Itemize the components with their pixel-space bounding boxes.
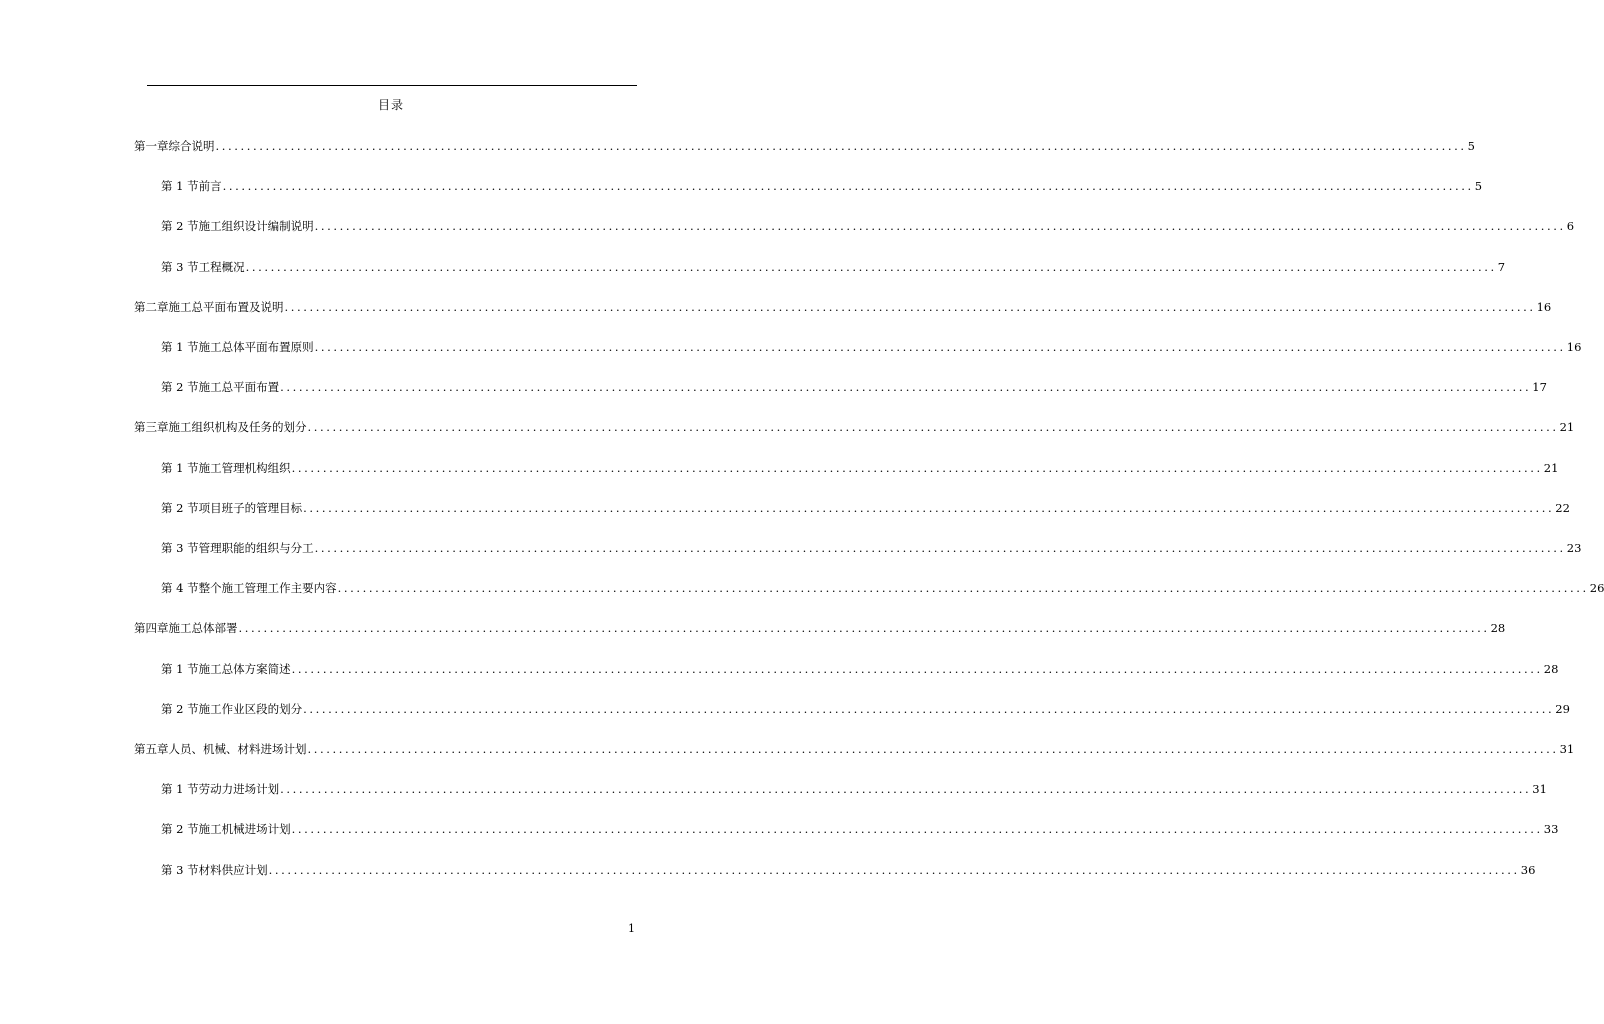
toc-entry-page: 28: [1543, 662, 1559, 676]
toc-chapter-entry[interactable]: [134, 620, 1506, 636]
toc-entry-number: 第 2 节: [161, 822, 199, 836]
toc-leader-dots: ........................................................................................................................................................................................................: [280, 380, 1532, 394]
toc-entry-page: 33: [1543, 822, 1559, 836]
toc-entry-number: 第 2 节: [161, 501, 199, 515]
toc-entry-title: 项目班子的管理目标: [198, 501, 303, 515]
toc-leader-dots: ........................................................................................................................................................................................................: [307, 420, 1559, 434]
toc-entry-title: 管理职能的组织与分工: [198, 541, 314, 555]
toc-entry-page: 28: [1490, 621, 1506, 635]
toc-entry-number: 第 2 节: [161, 380, 199, 394]
toc-leader-dots: ........................................................................................................................................................................................................: [245, 260, 1497, 274]
toc-leader-dots: ........................................................................................................................................................................................................: [314, 541, 1566, 555]
toc-entry-title: 施工总体部署: [168, 621, 238, 635]
toc-entry-page: 31: [1532, 782, 1547, 796]
toc-entry-title: 施工机械进场计划: [198, 822, 291, 836]
toc-entry-page: 5: [1467, 139, 1475, 153]
toc-entry-title: 施工总平面布置: [198, 380, 280, 394]
toc-entry-title: 综合说明: [168, 139, 215, 153]
toc-section-entry[interactable]: [161, 259, 1506, 275]
toc-entry-page: 16: [1566, 340, 1582, 354]
toc-entry-number: 第三章: [134, 420, 169, 434]
toc-chapter-entry[interactable]: [134, 741, 1575, 757]
toc-entry-number: 第 1 节: [161, 461, 199, 475]
toc-section-entry[interactable]: [161, 218, 1575, 234]
toc-entry-title: 整个施工管理工作主要内容: [198, 581, 337, 595]
toc-entry-number: 第五章: [134, 742, 169, 756]
toc-section-entry[interactable]: [161, 460, 1559, 476]
toc-section-entry[interactable]: [161, 661, 1559, 677]
toc-leader-dots: ........................................................................................................................................................................................................: [222, 179, 1474, 193]
toc-entry-title: 劳动力进场计划: [198, 782, 280, 796]
toc-leader-dots: ........................................................................................................................................................................................................: [307, 742, 1559, 756]
toc-leader-dots: ........................................................................................................................................................................................................: [291, 461, 1543, 475]
toc-entry-page: 21: [1559, 420, 1575, 434]
toc-entry-page: 5: [1474, 179, 1483, 193]
toc-entry-page: 36: [1520, 863, 1536, 877]
toc-entry-number: 第 4 节: [161, 581, 199, 595]
toc-leader-dots: ........................................................................................................................................................................................................: [268, 863, 1520, 877]
toc-entry-number: 第 3 节: [161, 541, 199, 555]
toc-entry-number: 第 2 节: [161, 702, 199, 716]
toc-section-entry[interactable]: [161, 580, 1604, 596]
toc-leader-dots: ........................................................................................................................................................................................................: [314, 340, 1566, 354]
toc-section-entry[interactable]: [161, 821, 1559, 837]
toc-entry-page: 26: [1589, 581, 1604, 595]
toc-entry-title: 前言: [198, 179, 222, 193]
toc-entry-page: 29: [1555, 702, 1570, 716]
toc-entry-number: 第二章: [134, 300, 169, 314]
toc-section-entry[interactable]: [161, 781, 1547, 797]
toc-entry-page: 7: [1497, 260, 1506, 274]
toc-entry-number: 第 1 节: [161, 782, 199, 796]
toc-entry-title: 人员、机械、材料进场计划: [168, 742, 307, 756]
toc-leader-dots: ........................................................................................................................................................................................................: [303, 702, 1555, 716]
toc-entry-title: 施工总体方案简述: [198, 662, 291, 676]
toc-section-entry[interactable]: [161, 540, 1582, 556]
toc-leader-dots: ........................................................................................................................................................................................................: [280, 782, 1532, 796]
toc-entry-page: 21: [1543, 461, 1559, 475]
toc-entry-title: 工程概况: [198, 260, 245, 274]
toc-section-entry[interactable]: [161, 379, 1547, 395]
toc-entry-page: 16: [1536, 300, 1552, 314]
toc-entry-number: 第 1 节: [161, 662, 199, 676]
toc-entry-page: 17: [1532, 380, 1547, 394]
toc-entry-number: 第四章: [134, 621, 169, 635]
toc-leader-dots: ........................................................................................................................................................................................................: [337, 581, 1589, 595]
toc-leader-dots: ........................................................................................................................................................................................................: [303, 501, 1555, 515]
toc-leader-dots: ........................................................................................................................................................................................................: [238, 621, 1490, 635]
toc-entry-title: 施工组织机构及任务的划分: [168, 420, 307, 434]
toc-leader-dots: ........................................................................................................................................................................................................: [314, 219, 1566, 233]
toc-entry-number: 第 2 节: [161, 219, 199, 233]
toc-chapter-entry[interactable]: [134, 299, 1552, 315]
toc-entry-title: 施工组织设计编制说明: [198, 219, 314, 233]
toc-chapter-entry[interactable]: [134, 138, 1475, 154]
toc-entry-number: 第一章: [134, 139, 169, 153]
toc-entry-page: 22: [1555, 501, 1570, 515]
toc-leader-dots: ........................................................................................................................................................................................................: [284, 300, 1536, 314]
toc-leader-dots: ........................................................................................................................................................................................................: [291, 822, 1543, 836]
toc-entry-page: 23: [1566, 541, 1582, 555]
footer-page-number: 1: [628, 922, 635, 935]
toc-section-entry[interactable]: [161, 500, 1570, 516]
toc-title: 目录: [377, 98, 404, 112]
toc-section-entry[interactable]: [161, 178, 1483, 194]
toc-leader-dots: ........................................................................................................................................................................................................: [291, 662, 1543, 676]
toc-section-entry[interactable]: [161, 339, 1582, 355]
toc-entry-title: 施工作业区段的划分: [198, 702, 303, 716]
toc-entry-number: 第 3 节: [161, 260, 199, 274]
toc-section-entry[interactable]: [161, 862, 1536, 878]
toc-entry-page: 31: [1559, 742, 1575, 756]
toc-entry-title: 施工管理机构组织: [198, 461, 291, 475]
toc-entry-title: 施工总平面布置及说明: [168, 300, 284, 314]
toc-entry-number: 第 1 节: [161, 340, 199, 354]
toc-leader-dots: ........................................................................................................................................................................................................: [215, 139, 1467, 153]
toc-entry-page: 6: [1566, 219, 1575, 233]
toc-chapter-entry[interactable]: [134, 419, 1575, 435]
header-rule: [147, 85, 637, 86]
toc-entry-number: 第 3 节: [161, 863, 199, 877]
toc-entry-number: 第 1 节: [161, 179, 199, 193]
toc-entry-title: 施工总体平面布置原则: [198, 340, 314, 354]
toc-section-entry[interactable]: [161, 701, 1570, 717]
toc-entry-title: 材料供应计划: [198, 863, 268, 877]
